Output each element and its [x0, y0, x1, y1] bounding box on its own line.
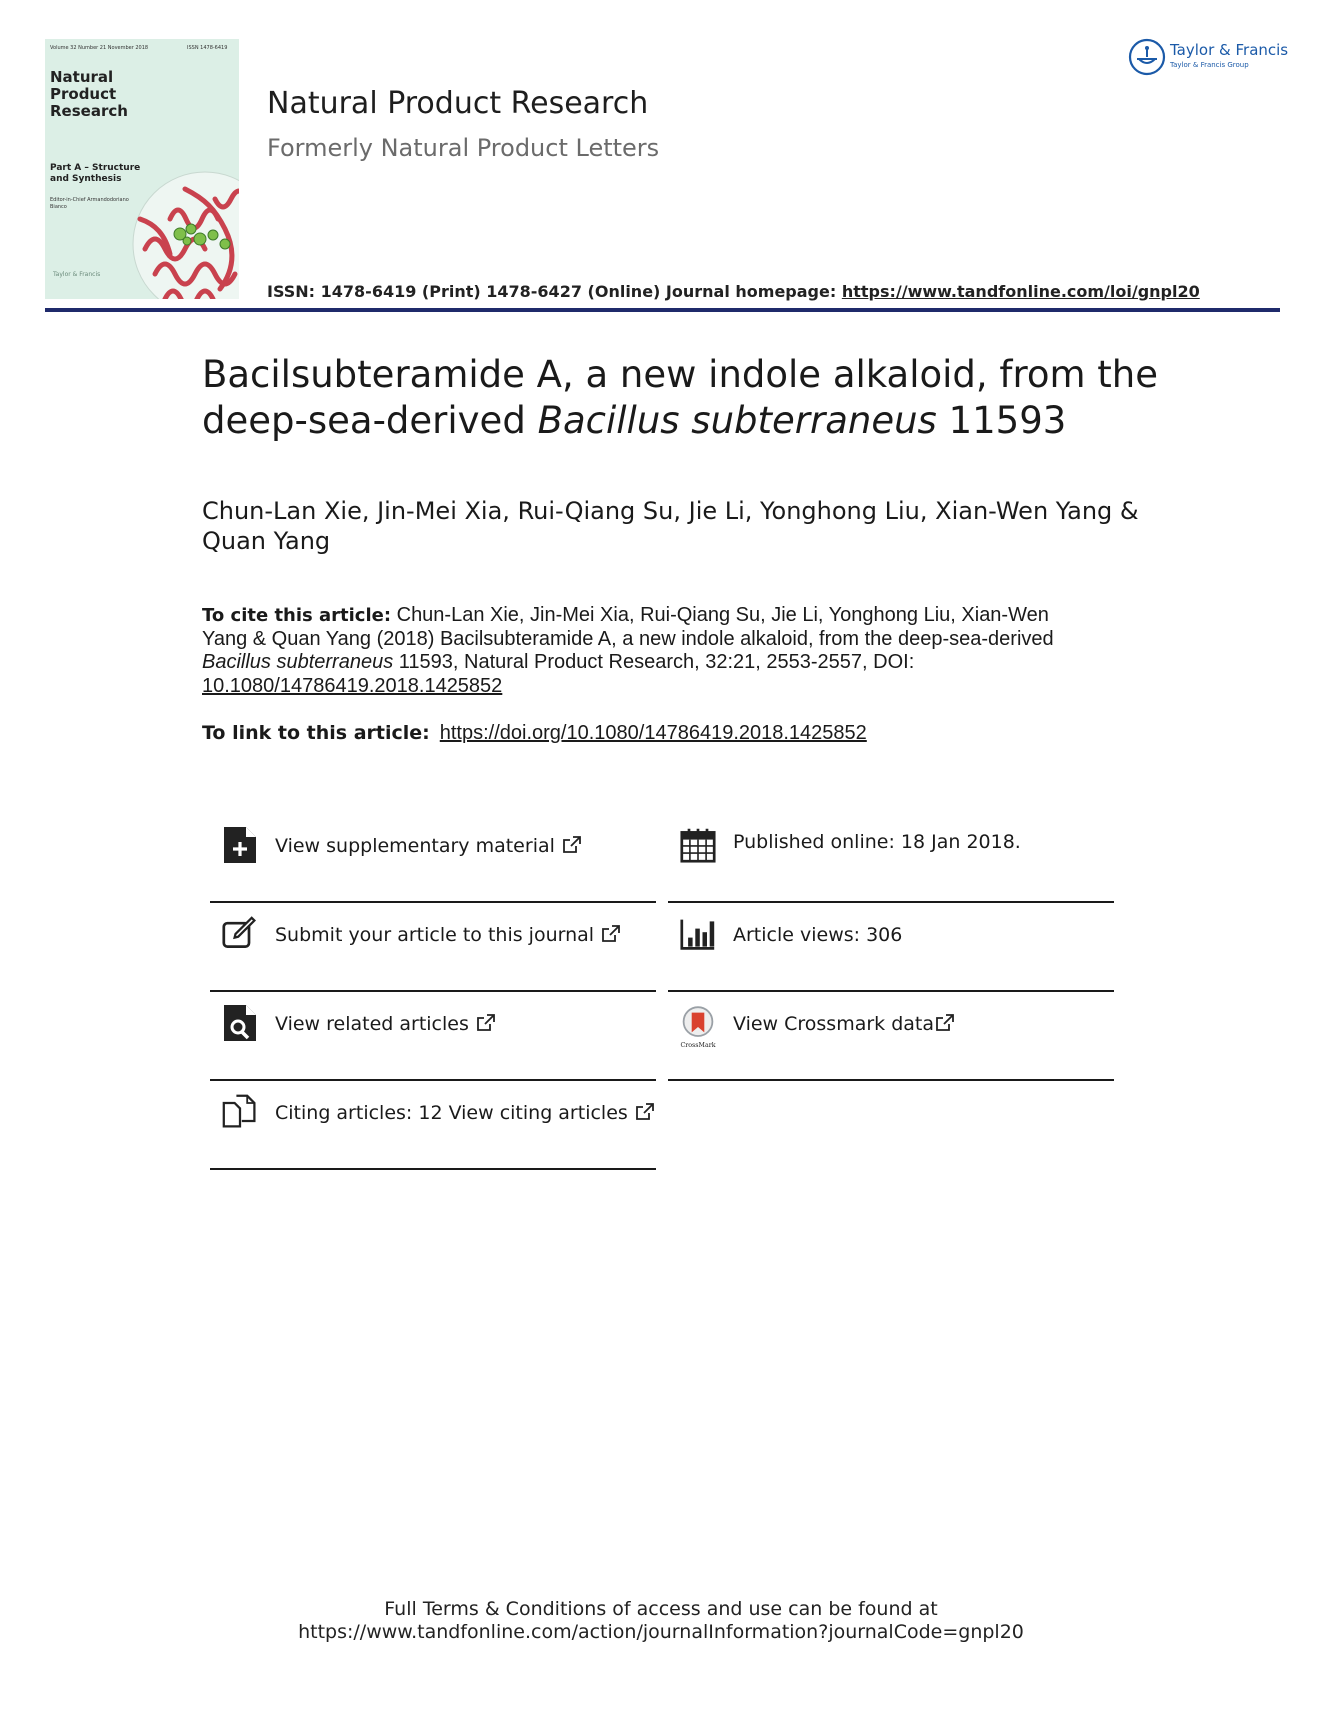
footer — [0, 1598, 1322, 1644]
link-label: To link to this article: — [202, 722, 430, 744]
external-link-icon — [636, 1103, 654, 1121]
journal-homepage-link[interactable]: https://www.tandfonline.com/loi/gnpl20 — [841, 282, 1200, 301]
cover-protein-image — [125, 159, 239, 299]
header-divider — [45, 308, 1280, 312]
cite-text-part2: 11593, Natural Product Research, 32:21, 2553-2557, DOI: — [393, 651, 915, 673]
calendar-icon — [680, 825, 716, 865]
journal-title: Natural Product Research — [267, 86, 649, 121]
citing-articles-cell[interactable] — [210, 1082, 656, 1170]
cover-title: Natural Product Research — [50, 68, 128, 120]
edit-icon — [222, 914, 258, 954]
issn-text: ISSN: 1478-6419 (Print) 1478-6427 (Online) Journal homepage: — [267, 282, 842, 301]
cover-editor: Editor-in-Chief Armandodoriano Bianco — [50, 197, 129, 210]
search-document-icon — [222, 1003, 258, 1043]
bar-chart-icon — [680, 914, 716, 954]
cell-divider — [668, 990, 1114, 992]
external-link-icon — [936, 1014, 954, 1032]
article-title-species: Bacillus subterraneus — [537, 399, 937, 442]
views-label: Article views: 306 — [733, 924, 903, 946]
journal-cover — [45, 39, 239, 299]
crossmark-logo-text: CrossMark — [680, 1041, 716, 1049]
cell-divider — [668, 1079, 1114, 1081]
copy-documents-icon — [222, 1092, 258, 1132]
cover-volume-line: Volume 32 Number 21 November 2018 — [50, 45, 149, 51]
cell-divider — [668, 901, 1114, 903]
published-online-cell — [668, 815, 1114, 903]
crossmark-icon — [680, 1003, 716, 1051]
submit-label: Submit your article to this journal — [275, 924, 595, 946]
citing-label: Citing articles: 12 View citing articles — [275, 1102, 628, 1124]
issn-line — [267, 282, 1200, 301]
cell-divider — [210, 990, 656, 992]
crossmark-label: View Crossmark data — [733, 1013, 935, 1035]
cell-divider — [210, 1079, 656, 1081]
add-file-icon — [222, 825, 258, 865]
external-link-icon — [602, 925, 620, 943]
supplementary-label: View supplementary material — [275, 835, 555, 857]
cite-doi-link[interactable]: 10.1080/14786419.2018.1425852 — [202, 674, 503, 697]
publisher-group: Taylor & Francis Group — [1170, 61, 1249, 69]
supplementary-material-cell[interactable] — [210, 815, 656, 903]
cite-species: Bacillus subterraneus — [202, 651, 394, 673]
taylor-francis-logo-icon — [1128, 38, 1166, 76]
related-articles-cell[interactable] — [210, 993, 656, 1081]
footer-terms: Full Terms & Conditions of access and use can be found at — [384, 1598, 938, 1620]
cite-label: To cite this article: — [202, 605, 392, 626]
crossmark-cell[interactable] — [668, 993, 1114, 1081]
footer-url[interactable]: https://www.tandfonline.com/action/journalInformation?journalCode=gnpl20 — [298, 1621, 1024, 1643]
article-title-part2: 11593 — [936, 399, 1067, 442]
article-title — [202, 352, 1182, 444]
article-authors: Chun-Lan Xie, Jin-Mei Xia, Rui-Qiang Su, Jie Li, Yonghong Liu, Xian-Wen Yang & Quan Yang — [202, 497, 1139, 555]
cell-divider — [210, 1168, 656, 1170]
cite-text-part1: Chun-Lan Xie, Jin-Mei Xia, Rui-Qiang Su, Jie Li, Yonghong Liu, Xian-Wen Yang & Quan Yang (2018) Bacilsubteramide A, a new indole alkaloid, from the deep-sea-derived — [202, 604, 1054, 650]
article-title-part1: Bacilsubteramide A, a new indole alkaloid, from the deep-sea-derived — [202, 353, 1159, 442]
article-link-line — [202, 722, 1102, 745]
article-doi-link[interactable]: https://doi.org/10.1080/14786419.2018.1425852 — [439, 722, 867, 744]
citation-block — [202, 604, 1092, 698]
published-label: Published online: 18 Jan 2018. — [733, 831, 1021, 853]
external-link-icon — [563, 836, 581, 854]
external-link-icon — [477, 1014, 495, 1032]
related-label: View related articles — [275, 1013, 469, 1035]
cover-subtitle: Part A – Structure and Synthesis — [50, 163, 141, 184]
submit-article-cell[interactable] — [210, 904, 656, 992]
publisher-name: Taylor & Francis — [1170, 41, 1289, 59]
cover-publisher: Taylor & Francis — [53, 271, 101, 278]
cover-issn: ISSN 1478-6419 — [187, 45, 228, 51]
article-views-cell — [668, 904, 1114, 992]
cell-divider — [210, 901, 656, 903]
journal-subtitle: Formerly Natural Product Letters — [267, 134, 660, 162]
